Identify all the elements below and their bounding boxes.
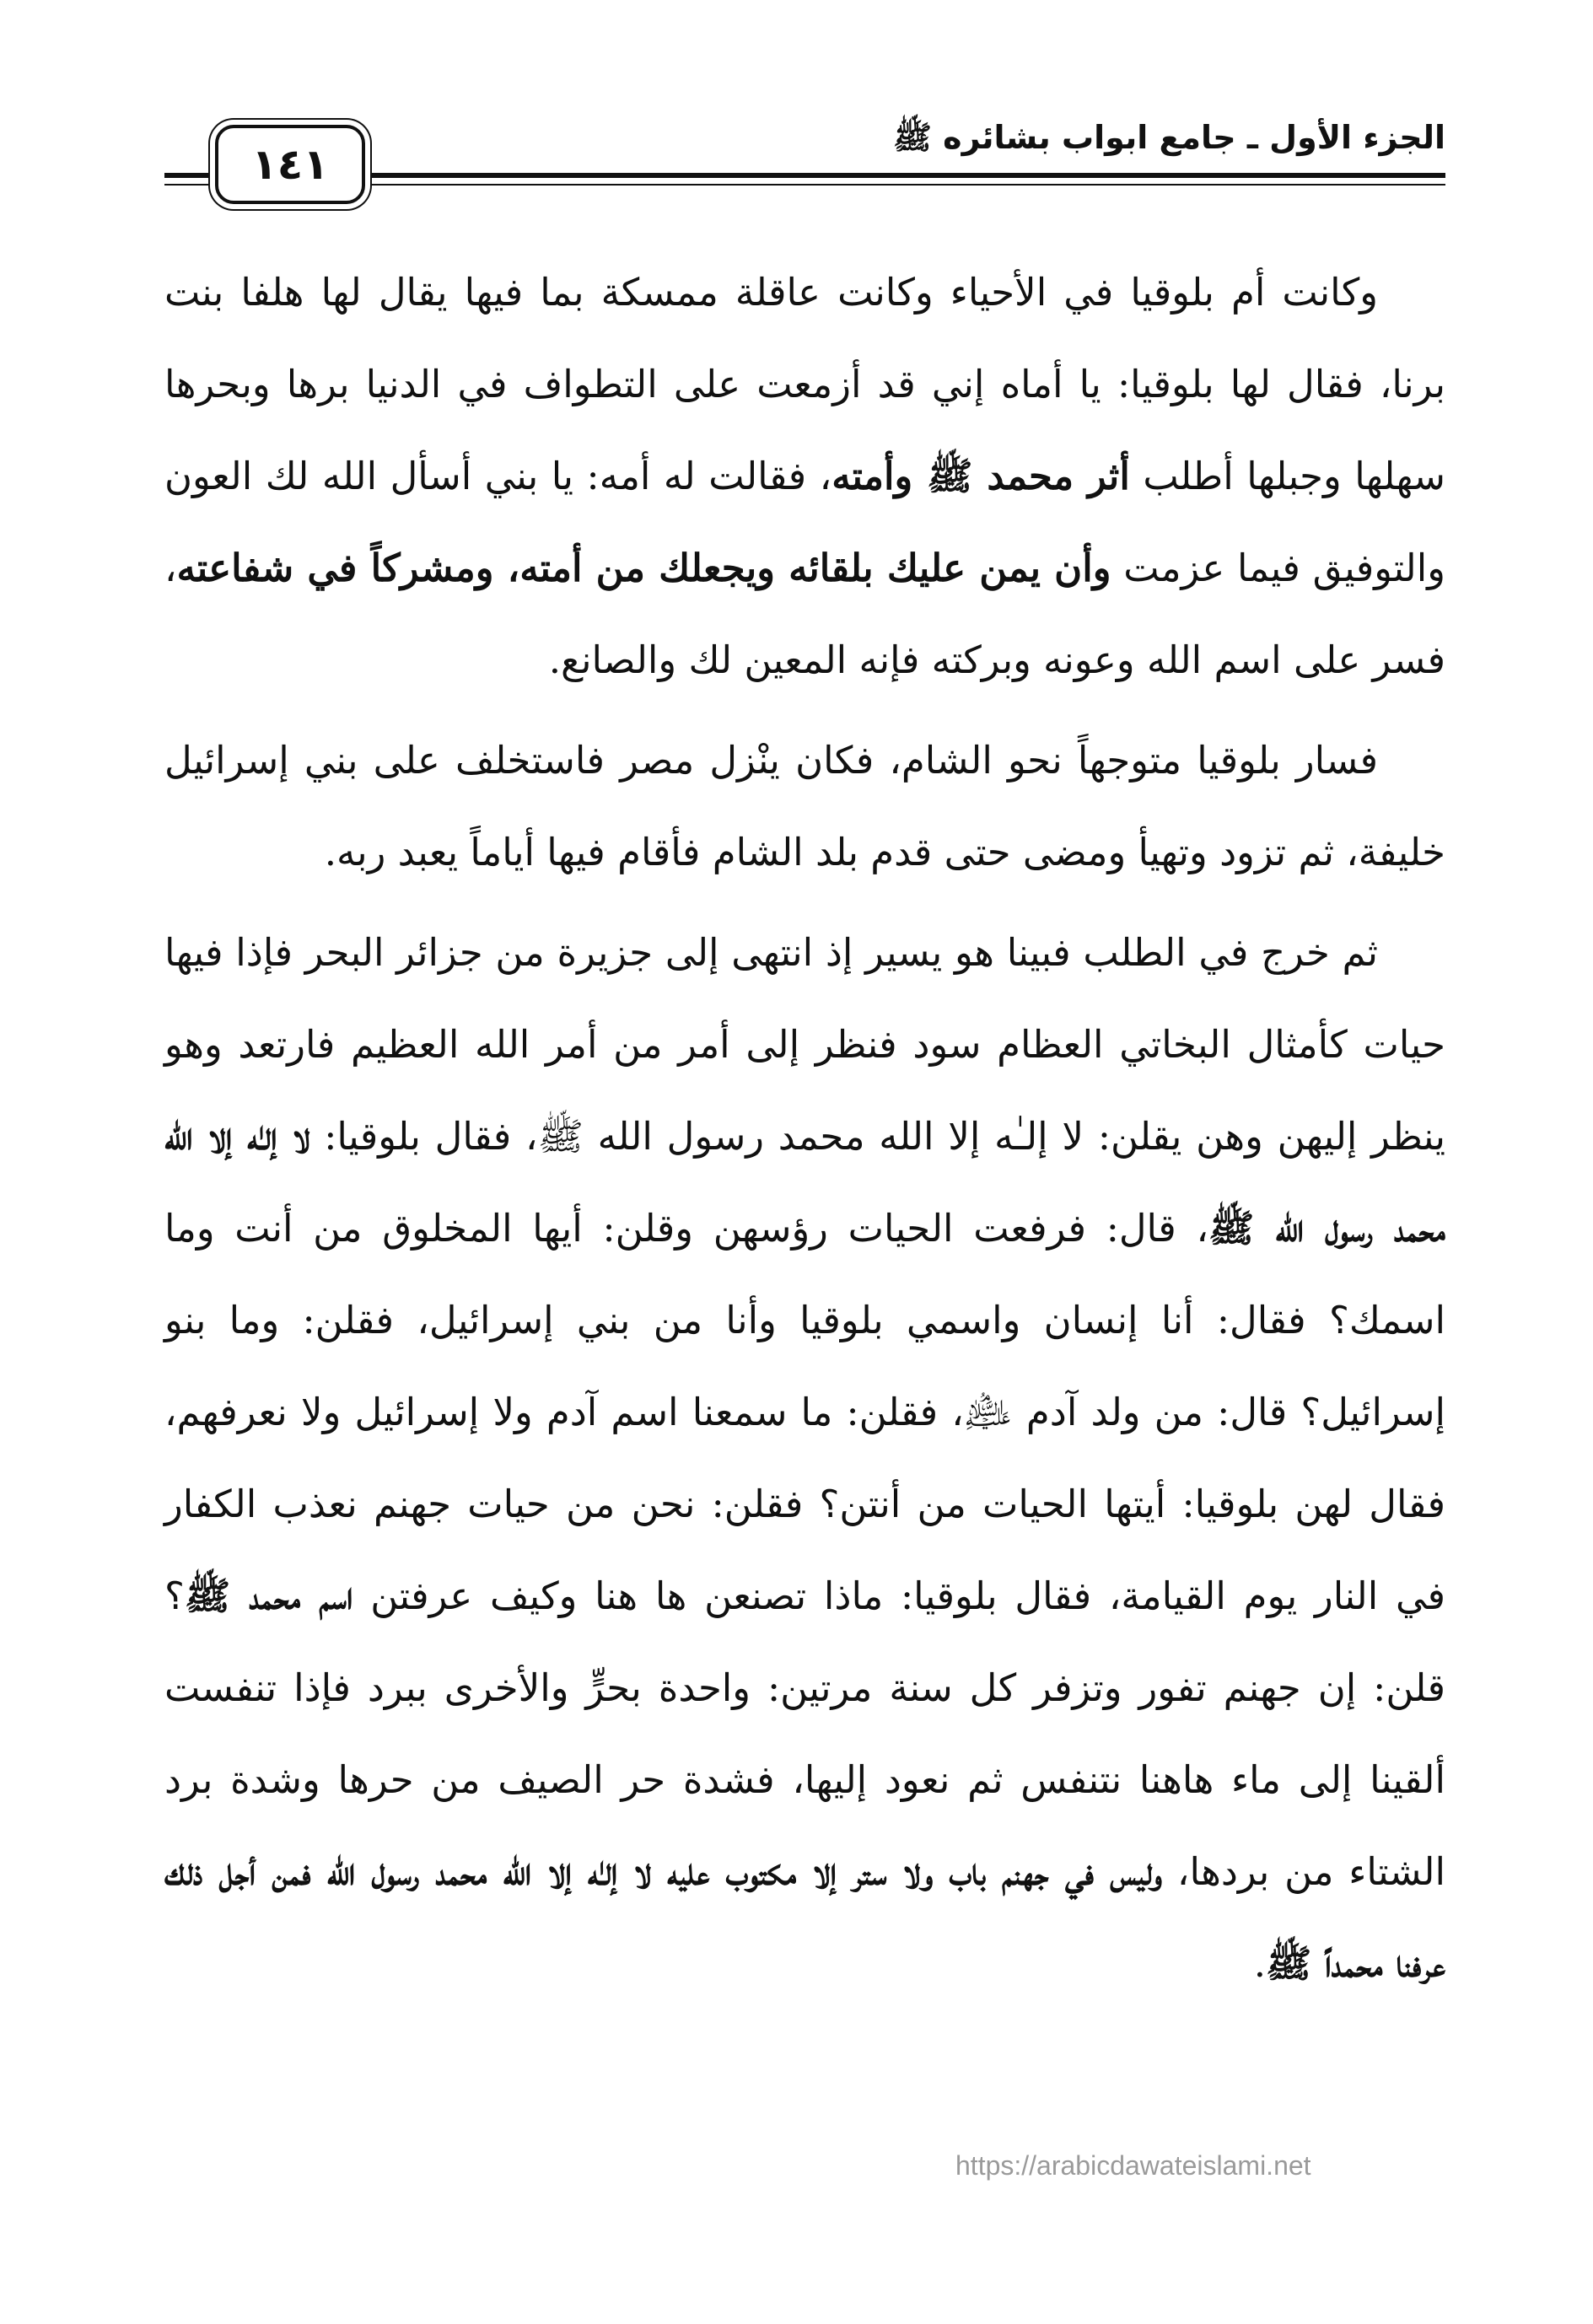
p3-text-2: ، قال: فرفعت الحيات رؤسهن وقلن: أيها المخلوق من أنت وما اسمك؟ فقال: أنا إنسان واسمي بلوقيا وأنا من بني إسرائيل، فقلن: وما بنو إسرائيل؟ قال: من ولد آدم ﵇، فقلن: ما سمعنا اسم آدم ولا إسرائيل ولا نعرفهم، فقال لهن بلوقيا: أيتها الحيات من أنتن؟ فقلن: نحن من حيات جهنم نعذب الكفار في النار يوم القيامة، فقال بلوقيا: ماذا تصنعن ها هنا وكيف عرفتن [164,1206,1446,1618]
body-text [164,246,1445,2009]
running-header-title: الجزء الأول ـ جامع ابواب بشائره ﷺ [893,119,1445,156]
paragraph-3 [164,906,1445,2009]
page-number-frame [215,125,365,204]
paragraph-1 [164,246,1445,706]
p1-text-3: ، فسر على اسم الله وعونه وبركته فإنه المعين لك والصانع. [164,546,1445,682]
p1-bold-2: وأن يمن عليك بلقائه ويجعلك من أمته، ومشركاً في شفاعته [176,546,1111,590]
p1-text-1: وكانت أم بلوقيا في الأحياء وكانت عاقلة ممسكة بما فيها يقال لها هلفا بنت برنا، فقال لها بلوقيا: يا أماه إني قد أزمعت على التطواف في الدنيا برها وبحرها سهلها وجبلها أطلب [164,270,1446,498]
p3-text-1: ثم خرج في الطلب فبينا هو يسير إذ انتهى إلى جزيرة من جزائر البحر فإذا فيها حيات كأمثال البخاتي العظام سود فنظر إلى أمر من أمر الله العظيم فارتعد وهو ينظر إليهن وهن يقلن: لا إلـٰه إلا الله محمد رسول الله ﷺ، فقال بلوقيا: [164,930,1445,1159]
paragraph-2: فسار بلوقيا متوجهاً نحو الشام، فكان ينْزل مصر فاستخلف على بني إسرائيل خليفة، ثم تزود وتهيأ ومضى حتى قدم بلد الشام فأقام فيها أياماً يعبد ربه. [164,738,1445,874]
source-url-watermark: https://arabicdawateislami.net [955,2150,1311,2181]
p1-text-2: ، فقالت له أمه: يا بني أسأل الله لك العون والتوفيق فيما عزمت [164,454,1446,590]
p3-bold-1: لا إلـٰه إلا الله محمد رسول الله ﷺ [164,1114,1446,1251]
p3-text-3: ؟ قلن: إن جهنم تفور وتزفر كل سنة مرتين: واحدة بحرٍّ والأخرى ببرد فإذا تنفست ألقينا إلى ماء هاهنا نتنفس ثم نعود إليها، فشدة حر الصيف من حرها وشدة برد الشتاء من بردها، [164,1574,1446,1894]
page-number: ١٤١ [251,140,329,189]
p3-bold-3: وليس في جهنم باب ولا ستر إلا مكتوب عليه لا إلـٰه إلا الله محمد رسول الله فمن أجل ذلك عرفنا محمداً ﷺ [164,1849,1445,1986]
p1-bold-1: أثر محمد ﷺ وأمته [831,454,1130,498]
p3-bold-2: اسم محمد ﷺ [184,1574,353,1618]
p3-text-4: . [1253,1941,1267,1986]
